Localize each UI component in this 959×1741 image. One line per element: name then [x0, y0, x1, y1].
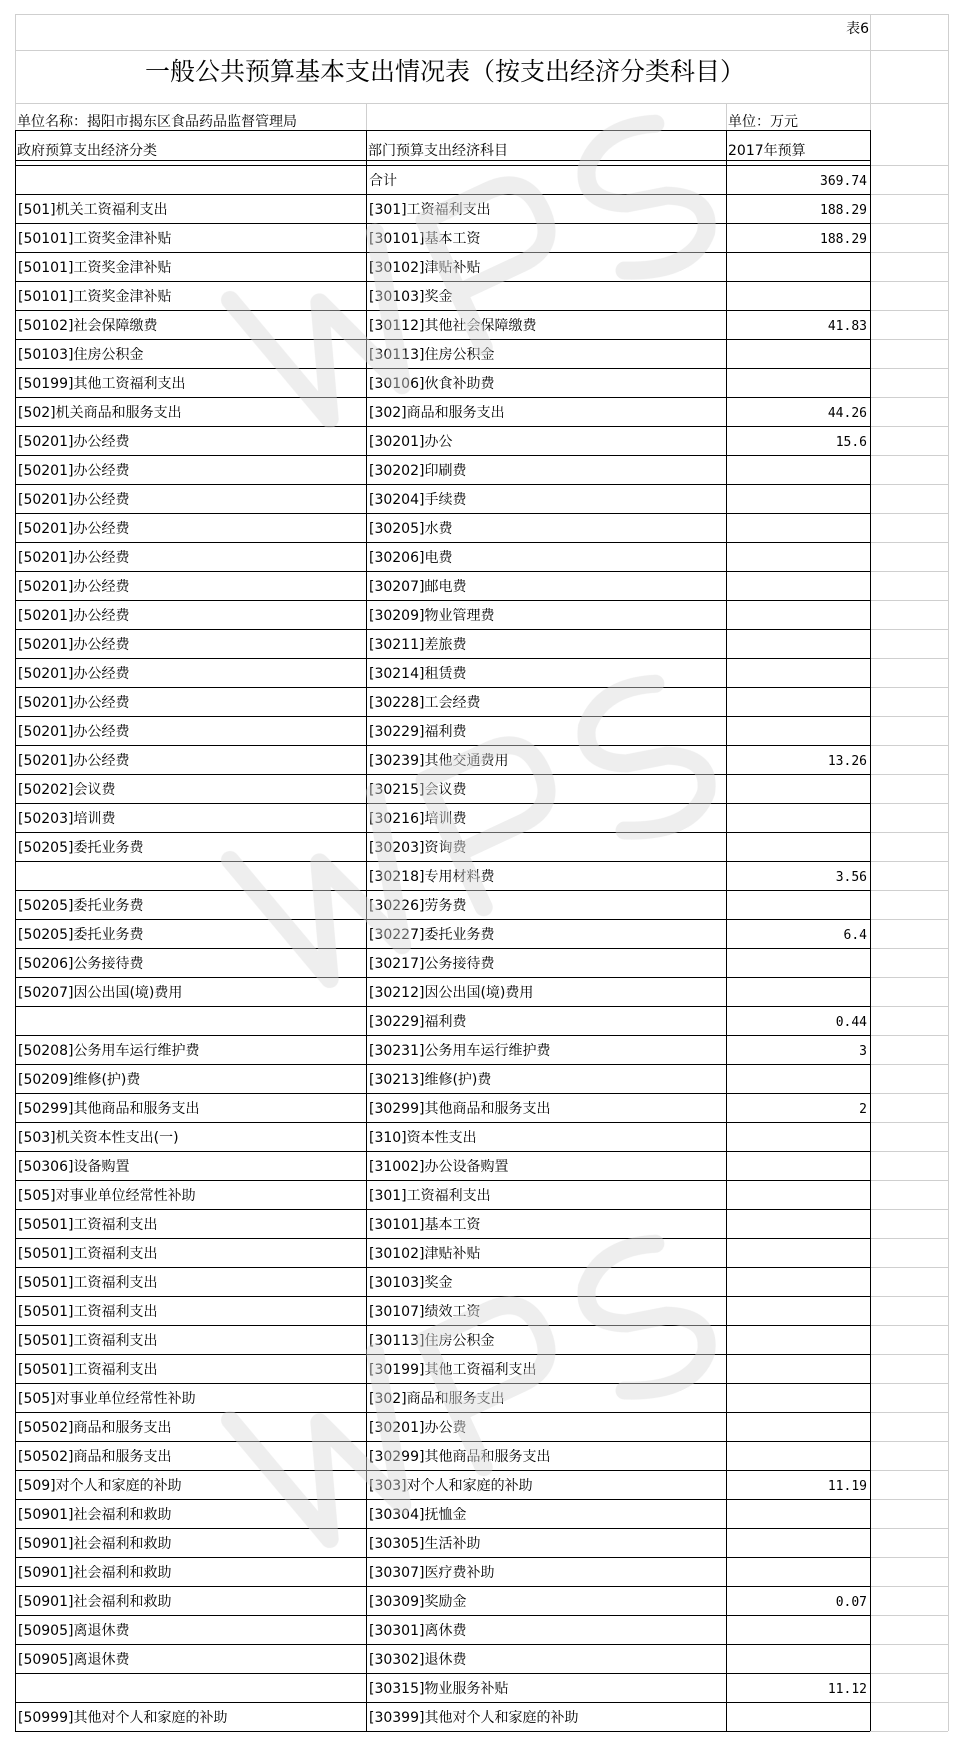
- cell-gov-classification: [50201]办公经费: [18, 753, 130, 769]
- grid-hline: [15, 103, 948, 104]
- cell-dept-subject: [30302]退休费: [369, 1652, 467, 1668]
- grid-hline: [870, 919, 948, 920]
- grid-hline: [15, 1499, 870, 1500]
- cell-dept-subject: [30202]印刷费: [369, 463, 467, 479]
- cell-dept-subject: [30102]津贴补贴: [369, 260, 481, 276]
- grid-hline: [15, 1383, 870, 1384]
- grid-vline: [366, 103, 367, 130]
- cell-gov-classification: [50201]办公经费: [18, 637, 130, 653]
- cell-gov-classification: [50208]公务用车运行维护费: [18, 1043, 200, 1059]
- cell-dept-subject: [30214]租赁费: [369, 666, 467, 682]
- grid-hline: [870, 1731, 948, 1732]
- grid-vline: [726, 103, 727, 130]
- grid-hline: [870, 1673, 948, 1674]
- grid-hline: [870, 1412, 948, 1413]
- grid-hline: [15, 1267, 870, 1268]
- grid-hline: [15, 160, 870, 161]
- cell-gov-classification: [50201]办公经费: [18, 724, 130, 740]
- grid-hline: [15, 600, 870, 601]
- cell-gov-classification: [505]对事业单位经常性补助: [18, 1188, 196, 1204]
- cell-gov-classification: [503]机关资本性支出(一): [18, 1130, 179, 1146]
- cell-dept-subject: [30229]福利费: [369, 724, 467, 740]
- grid-hline: [15, 890, 870, 891]
- cell-dept-subject: [30301]离休费: [369, 1623, 467, 1639]
- cell-dept-subject: [30205]水费: [369, 521, 453, 537]
- cell-dept-subject: [302]商品和服务支出: [369, 1391, 505, 1407]
- grid-vline: [15, 130, 16, 1731]
- grid-hline: [15, 1731, 870, 1732]
- cell-dept-subject: [30228]工会经费: [369, 695, 481, 711]
- cell-gov-classification: [50501]工资福利支出: [18, 1362, 158, 1378]
- cell-dept-subject: [30102]津贴补贴: [369, 1246, 481, 1262]
- grid-hline: [15, 513, 870, 514]
- cell-budget-amount: 369.74: [820, 174, 867, 189]
- cell-gov-classification: [50203]培训费: [18, 811, 116, 827]
- cell-dept-subject: [30206]电费: [369, 550, 453, 566]
- cell-gov-classification: [50901]社会福利和救助: [18, 1536, 172, 1552]
- cell-budget-amount: 13.26: [827, 754, 867, 769]
- grid-hline: [870, 1006, 948, 1007]
- header-gov-classification: 政府预算支出经济分类: [17, 143, 157, 159]
- grid-hline: [15, 397, 870, 398]
- grid-hline: [15, 1441, 870, 1442]
- cell-gov-classification: [50905]离退休费: [18, 1652, 130, 1668]
- cell-dept-subject: [30231]公务用车运行维护费: [369, 1043, 551, 1059]
- cell-gov-classification: [50202]会议费: [18, 782, 116, 798]
- grid-hline: [15, 1064, 870, 1065]
- grid-hline: [870, 1325, 948, 1326]
- grid-hline: [15, 50, 948, 51]
- cell-gov-classification: [50201]办公经费: [18, 550, 130, 566]
- grid-hline: [870, 223, 948, 224]
- cell-dept-subject: [30212]因公出国(境)费用: [369, 985, 534, 1001]
- cell-gov-classification: [50207]因公出国(境)费用: [18, 985, 183, 1001]
- grid-hline: [15, 1180, 870, 1181]
- cell-gov-classification: [50502]商品和服务支出: [18, 1420, 172, 1436]
- grid-hline: [870, 1615, 948, 1616]
- grid-hline: [870, 600, 948, 601]
- grid-hline: [15, 1151, 870, 1152]
- grid-hline: [15, 861, 870, 862]
- cell-dept-subject: [30201]办公: [369, 434, 453, 450]
- grid-hline: [870, 1702, 948, 1703]
- grid-vline: [366, 130, 367, 1731]
- cell-gov-classification: [50201]办公经费: [18, 434, 130, 450]
- cell-dept-subject: [30101]基本工资: [369, 1217, 481, 1233]
- grid-hline: [15, 1354, 870, 1355]
- grid-hline: [15, 281, 870, 282]
- grid-hline: [15, 252, 870, 253]
- grid-hline: [870, 1557, 948, 1558]
- grid-hline: [15, 165, 870, 166]
- grid-hline: [15, 1615, 870, 1616]
- grid-hline: [870, 281, 948, 282]
- grid-hline: [15, 1528, 870, 1529]
- grid-hline: [15, 1296, 870, 1297]
- cell-dept-subject: [30199]其他工资福利支出: [369, 1362, 537, 1378]
- grid-hline: [870, 1035, 948, 1036]
- cell-gov-classification: [50101]工资奖金津补贴: [18, 289, 172, 305]
- grid-hline: [870, 455, 948, 456]
- cell-dept-subject: [30207]邮电费: [369, 579, 467, 595]
- grid-hline: [870, 1122, 948, 1123]
- grid-hline: [870, 832, 948, 833]
- grid-hline: [870, 252, 948, 253]
- cell-dept-subject: [30113]住房公积金: [369, 347, 495, 363]
- grid-hline: [870, 629, 948, 630]
- cell-dept-subject: [30299]其他商品和服务支出: [369, 1101, 551, 1117]
- cell-gov-classification: [505]对事业单位经常性补助: [18, 1391, 196, 1407]
- cell-dept-subject: [30226]劳务费: [369, 898, 467, 914]
- cell-gov-classification: [50201]办公经费: [18, 695, 130, 711]
- cell-budget-amount: 2: [859, 1102, 867, 1117]
- grid-hline: [15, 1644, 870, 1645]
- cell-dept-subject: [30227]委托业务费: [369, 927, 495, 943]
- grid-hline: [870, 1238, 948, 1239]
- grid-hline: [870, 571, 948, 572]
- cell-gov-classification: [50205]委托业务费: [18, 898, 144, 914]
- grid-hline: [15, 803, 870, 804]
- cell-gov-classification: [50905]离退休费: [18, 1623, 130, 1639]
- cell-gov-classification: [50201]办公经费: [18, 608, 130, 624]
- grid-hline: [870, 397, 948, 398]
- grid-hline: [870, 1093, 948, 1094]
- unit-name: 单位名称：揭阳市揭东区食品药品监督管理局: [17, 114, 297, 130]
- cell-budget-amount: 0.44: [835, 1015, 867, 1030]
- cell-dept-subject: [30103]奖金: [369, 1275, 453, 1291]
- grid-hline: [15, 1209, 870, 1210]
- grid-hline: [15, 629, 870, 630]
- grid-hline: [870, 426, 948, 427]
- cell-dept-subject: [303]对个人和家庭的补助: [369, 1478, 533, 1494]
- cell-gov-classification: [50999]其他对个人和家庭的补助: [18, 1710, 228, 1726]
- header-dept-subject: 部门预算支出经济科目: [368, 143, 508, 159]
- grid-hline: [15, 484, 870, 485]
- grid-hline: [870, 1180, 948, 1181]
- grid-hline: [870, 977, 948, 978]
- grid-hline: [870, 774, 948, 775]
- grid-hline: [870, 948, 948, 949]
- grid-hline: [870, 1267, 948, 1268]
- cell-dept-subject: [301]工资福利支出: [369, 202, 491, 218]
- grid-vline: [948, 14, 949, 1731]
- cell-gov-classification: [501]机关工资福利支出: [18, 202, 168, 218]
- cell-gov-classification: [509]对个人和家庭的补助: [18, 1478, 182, 1494]
- grid-hline: [15, 339, 870, 340]
- grid-hline: [15, 1702, 870, 1703]
- grid-hline: [15, 426, 870, 427]
- grid-hline: [15, 1557, 870, 1558]
- cell-gov-classification: [50501]工资福利支出: [18, 1246, 158, 1262]
- grid-hline: [15, 542, 870, 543]
- grid-hline: [15, 977, 870, 978]
- cell-gov-classification: [50306]设备购置: [18, 1159, 130, 1175]
- cell-dept-subject: [302]商品和服务支出: [369, 405, 505, 421]
- grid-hline: [15, 223, 870, 224]
- grid-hline: [870, 890, 948, 891]
- cell-dept-subject: 合计: [369, 173, 397, 189]
- cell-gov-classification: [50501]工资福利支出: [18, 1304, 158, 1320]
- cell-gov-classification: [502]机关商品和服务支出: [18, 405, 182, 421]
- cell-gov-classification: [50201]办公经费: [18, 492, 130, 508]
- cell-dept-subject: [30215]会议费: [369, 782, 467, 798]
- grid-hline: [15, 1470, 870, 1471]
- cell-dept-subject: [30216]培训费: [369, 811, 467, 827]
- cell-budget-amount: 188.29: [820, 232, 867, 247]
- cell-gov-classification: [50199]其他工资福利支出: [18, 376, 186, 392]
- cell-dept-subject: [30112]其他社会保障缴费: [369, 318, 537, 334]
- cell-gov-classification: [50299]其他商品和服务支出: [18, 1101, 200, 1117]
- cell-dept-subject: [30211]差旅费: [369, 637, 467, 653]
- cell-gov-classification: [50102]社会保障缴费: [18, 318, 158, 334]
- grid-hline: [15, 948, 870, 949]
- grid-hline: [15, 1412, 870, 1413]
- grid-hline: [870, 1354, 948, 1355]
- cell-budget-amount: 11.19: [827, 1479, 867, 1494]
- grid-hline: [870, 745, 948, 746]
- cell-dept-subject: [30305]生活补助: [369, 1536, 481, 1552]
- cell-gov-classification: [50101]工资奖金津补贴: [18, 231, 172, 247]
- grid-hline: [15, 1093, 870, 1094]
- grid-hline: [15, 745, 870, 746]
- cell-budget-amount: 41.83: [827, 319, 867, 334]
- cell-gov-classification: [50201]办公经费: [18, 521, 130, 537]
- cell-dept-subject: [30307]医疗费补助: [369, 1565, 495, 1581]
- grid-hline: [870, 1209, 948, 1210]
- header-budget-2017: 2017年预算: [728, 143, 806, 159]
- grid-hline: [870, 687, 948, 688]
- cell-dept-subject: [30399]其他对个人和家庭的补助: [369, 1710, 579, 1726]
- cell-dept-subject: [30203]资询费: [369, 840, 467, 856]
- cell-budget-amount: 11.12: [827, 1682, 867, 1697]
- cell-gov-classification: [50101]工资奖金津补贴: [18, 260, 172, 276]
- cell-dept-subject: [30113]住房公积金: [369, 1333, 495, 1349]
- grid-hline: [15, 1035, 870, 1036]
- grid-hline: [15, 1325, 870, 1326]
- cell-dept-subject: [30107]绩效工资: [369, 1304, 481, 1320]
- cell-dept-subject: [30217]公务接待费: [369, 956, 495, 972]
- cell-dept-subject: [30103]奖金: [369, 289, 453, 305]
- cell-budget-amount: 188.29: [820, 203, 867, 218]
- grid-hline: [870, 339, 948, 340]
- grid-hline: [870, 1644, 948, 1645]
- grid-hline: [15, 774, 870, 775]
- cell-dept-subject: [301]工资福利支出: [369, 1188, 491, 1204]
- cell-dept-subject: [31002]办公设备购置: [369, 1159, 509, 1175]
- cell-gov-classification: [50901]社会福利和救助: [18, 1565, 172, 1581]
- cell-gov-classification: [50206]公务接待费: [18, 956, 144, 972]
- cell-dept-subject: [30309]奖励金: [369, 1594, 467, 1610]
- cell-dept-subject: [30229]福利费: [369, 1014, 467, 1030]
- grid-hline: [15, 455, 870, 456]
- cell-dept-subject: [30101]基本工资: [369, 231, 481, 247]
- grid-hline: [15, 919, 870, 920]
- cell-dept-subject: [310]资本性支出: [369, 1130, 477, 1146]
- grid-hline: [870, 513, 948, 514]
- cell-dept-subject: [30213]维修(护)费: [369, 1072, 492, 1088]
- grid-hline: [15, 194, 870, 195]
- grid-hline: [870, 1586, 948, 1587]
- cell-dept-subject: [30299]其他商品和服务支出: [369, 1449, 551, 1465]
- cell-gov-classification: [50502]商品和服务支出: [18, 1449, 172, 1465]
- cell-budget-amount: 0.07: [835, 1595, 867, 1610]
- cell-gov-classification: [50501]工资福利支出: [18, 1333, 158, 1349]
- cell-gov-classification: [50205]委托业务费: [18, 840, 144, 856]
- grid-hline: [870, 1296, 948, 1297]
- cell-dept-subject: [30204]手续费: [369, 492, 467, 508]
- cell-gov-classification: [50501]工资福利支出: [18, 1275, 158, 1291]
- grid-hline: [15, 14, 948, 15]
- grid-hline: [15, 832, 870, 833]
- grid-hline: [870, 861, 948, 862]
- grid-hline: [870, 310, 948, 311]
- cell-budget-amount: 3.56: [835, 870, 867, 885]
- grid-hline: [870, 1383, 948, 1384]
- grid-hline: [870, 368, 948, 369]
- grid-hline: [15, 658, 870, 659]
- cell-gov-classification: [50501]工资福利支出: [18, 1217, 158, 1233]
- cell-dept-subject: [30218]专用材料费: [369, 869, 495, 885]
- grid-hline: [15, 1238, 870, 1239]
- cell-dept-subject: [30304]抚恤金: [369, 1507, 467, 1523]
- cell-gov-classification: [50209]维修(护)费: [18, 1072, 141, 1088]
- grid-hline: [15, 716, 870, 717]
- grid-hline: [870, 1151, 948, 1152]
- grid-hline: [870, 484, 948, 485]
- cell-dept-subject: [30201]办公费: [369, 1420, 467, 1436]
- table-number: 表6: [846, 21, 869, 37]
- grid-hline: [870, 1528, 948, 1529]
- grid-hline: [870, 716, 948, 717]
- cell-gov-classification: [50901]社会福利和救助: [18, 1507, 172, 1523]
- grid-hline: [15, 1006, 870, 1007]
- cell-budget-amount: 6.4: [843, 928, 867, 943]
- grid-hline: [870, 1441, 948, 1442]
- cell-gov-classification: [50201]办公经费: [18, 579, 130, 595]
- cell-budget-amount: 44.26: [827, 406, 867, 421]
- grid-hline: [870, 1064, 948, 1065]
- grid-hline: [870, 803, 948, 804]
- cell-dept-subject: [30209]物业管理费: [369, 608, 495, 624]
- cell-gov-classification: [50901]社会福利和救助: [18, 1594, 172, 1610]
- grid-hline: [15, 368, 870, 369]
- cell-gov-classification: [50201]办公经费: [18, 463, 130, 479]
- page-title: 一般公共预算基本支出情况表（按支出经济分类科目）: [144, 57, 745, 86]
- unit-label: 单位：万元: [728, 114, 798, 130]
- grid-hline: [15, 1586, 870, 1587]
- cell-dept-subject: [30315]物业服务补贴: [369, 1681, 509, 1697]
- grid-vline: [870, 130, 871, 1731]
- cell-budget-amount: 15.6: [835, 435, 867, 450]
- grid-vline: [726, 130, 727, 1731]
- cell-dept-subject: [30106]伙食补助费: [369, 376, 495, 392]
- grid-hline: [870, 1499, 948, 1500]
- grid-hline: [15, 310, 870, 311]
- cell-dept-subject: [30239]其他交通费用: [369, 753, 509, 769]
- grid-hline: [15, 571, 870, 572]
- grid-hline: [15, 1122, 870, 1123]
- grid-hline: [870, 542, 948, 543]
- cell-gov-classification: [50205]委托业务费: [18, 927, 144, 943]
- grid-hline: [15, 687, 870, 688]
- cell-gov-classification: [50201]办公经费: [18, 666, 130, 682]
- grid-hline: [15, 1673, 870, 1674]
- cell-budget-amount: 3: [859, 1044, 867, 1059]
- grid-hline: [870, 1470, 948, 1471]
- grid-hline: [870, 165, 948, 166]
- grid-hline: [870, 194, 948, 195]
- grid-hline: [870, 658, 948, 659]
- cell-gov-classification: [50103]住房公积金: [18, 347, 144, 363]
